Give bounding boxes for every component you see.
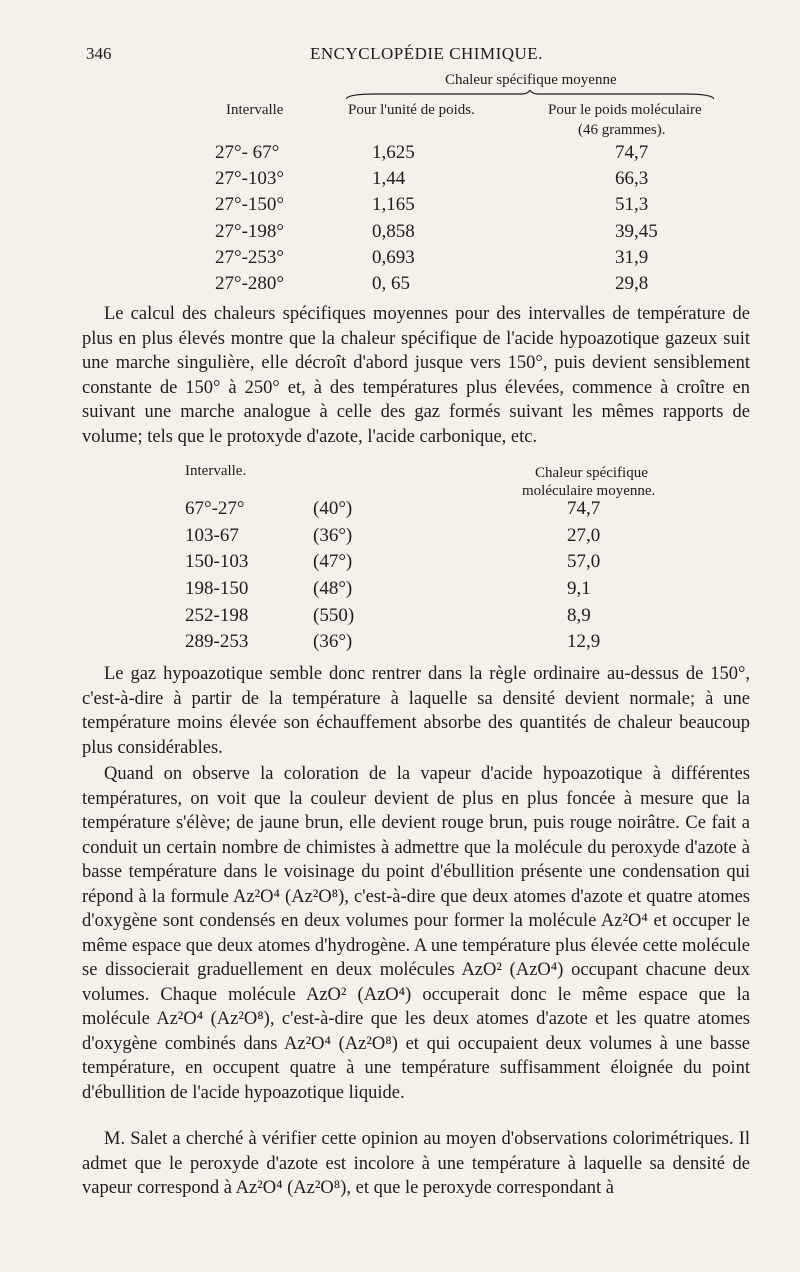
table1-header-interval: Intervalle <box>226 102 284 118</box>
table-cell: 12,9 <box>567 631 601 653</box>
table-row <box>0 631 800 658</box>
table2-header-specific-heat: Chaleur spécifique <box>535 465 648 481</box>
table-cell: 51,3 <box>615 194 649 216</box>
table-row <box>0 247 800 273</box>
table-row <box>0 142 800 168</box>
table2-header-interval: Intervalle. <box>185 463 247 479</box>
table-cell: 1,165 <box>372 194 415 216</box>
paragraph-specific-heat <box>82 302 750 449</box>
table-cell: (47°) <box>313 551 353 573</box>
table-cell: 0,858 <box>372 220 415 242</box>
table-cell: 74,7 <box>567 498 601 519</box>
table-cell: 252-198 <box>185 604 249 626</box>
table1-header-unit-weight: Pour l'unité de poids. <box>348 102 475 118</box>
table1-header-molecular-weight: Pour le poids moléculaire <box>548 102 702 118</box>
table-cell: 31,9 <box>615 246 649 268</box>
paragraph-text: Le gaz hypoazotique semble donc rentrer dans la règle ordinaire au-dessus de 150°, c'est-à-dire à partir de la température à laquelle sa densité devient normale; à une température moins élevée son échauffement absorbe des quantités de chaleur beaucoup plus considérables. <box>82 664 750 758</box>
table-cell: 39,45 <box>615 220 658 242</box>
table-cell: 150-103 <box>185 551 249 573</box>
table-row <box>0 605 800 632</box>
table-cell: 27°-253° <box>215 246 285 268</box>
table-cell: 1,44 <box>372 168 406 190</box>
table-cell: 103-67 <box>185 524 239 546</box>
table-cell: (550) <box>313 604 355 626</box>
table2-header-molecular-average: moléculaire moyenne. <box>522 483 656 499</box>
table-cell: 27°- 67° <box>215 142 280 163</box>
table-cell: 27,0 <box>567 524 601 546</box>
table-cell: 0, 65 <box>372 272 410 294</box>
table-cell: 1,625 <box>372 142 415 163</box>
paragraph-salet <box>82 1127 750 1201</box>
table-cell: 27°-103° <box>215 168 285 190</box>
paragraph-coloration <box>82 762 750 1105</box>
table1-header-molecular-weight-note: (46 grammes). <box>578 122 666 138</box>
table-cell: 74,7 <box>615 142 649 163</box>
table-row <box>0 168 800 194</box>
table-cell: 27°-150° <box>215 194 285 216</box>
table-cell: 289-253 <box>185 631 249 653</box>
table-cell: 57,0 <box>567 551 601 573</box>
table-row <box>0 498 800 525</box>
table1-body <box>0 142 800 299</box>
table1-spanning-header: Chaleur spécifique moyenne <box>445 72 617 88</box>
table-cell: 67°-27° <box>185 498 245 519</box>
table-cell: 8,9 <box>567 604 591 626</box>
table-row <box>0 273 800 299</box>
table-cell: 66,3 <box>615 168 649 190</box>
table-cell: 29,8 <box>615 272 649 294</box>
table-cell: 0,693 <box>372 246 415 268</box>
table-cell: (36°) <box>313 524 353 546</box>
table-row <box>0 578 800 605</box>
table-cell: 198-150 <box>185 578 249 600</box>
table-cell: (40°) <box>313 498 353 519</box>
paragraph-text: Le calcul des chaleurs spécifiques moyennes pour des intervalles de température de plus en plus élevés montre que la chaleur spécifique de l'acide hypoazotique gazeux suit une marche singulière, elle décroît d'abord jusque vers 150°, puis devient sensiblement constante de 150° à 250° et, à des températures plus élevées, commence à croître en suivant une marche analogue à celle des gaz formés suivant les mêmes rapports de volume; tels que le protoxyde d'azote, l'acide carbonique, etc. <box>82 304 750 447</box>
table1-brace <box>346 90 714 100</box>
table-row <box>0 551 800 578</box>
table-row <box>0 194 800 220</box>
table-cell: (36°) <box>313 631 353 653</box>
paragraph-normal-rule <box>82 662 750 760</box>
table-cell: (48°) <box>313 578 353 600</box>
paragraph-text: M. Salet a cherché à vérifier cette opinion au moyen d'observations colorimétriques. Il admet que le peroxyde d'azote est incolore à une température à laquelle sa densité de vapeur correspond à Az²O⁴ (Az²O⁸), et que le peroxyde correspondant à <box>82 1129 750 1198</box>
table-row <box>0 221 800 247</box>
table-cell: 27°-198° <box>215 220 285 242</box>
page-number: 346 <box>86 44 112 63</box>
table2-body <box>0 498 800 658</box>
paragraph-text: Quand on observe la coloration de la vapeur d'acide hypoazotique à différentes températures, on voit que la couleur devient de plus en plus foncée à mesure que la température s'élève; de jaune brun, elle devient rouge brun, puis rouge noirâtre. Ce fait a conduit un certain nombre de chimistes à admettre que la molécule du peroxyde d'azote à basse température dans le voisinage du point d'ébullition présente une condensation qui répond à la formule Az²O⁴ (Az²O⁸), c'est-à-dire que deux atomes d'azote et quatre atomes d'oxygène sont condensés en deux volumes pour former la molécule Az²O⁴ et occuper le même espace que deux atomes d'hydrogène. A une température plus élevée cette molécule se dissocierait graduellement en deux molécules AzO² (AzO⁴) occupant chacune deux volumes. Chaque molécule AzO² (AzO⁴) occuperait donc le même espace que la molécule Az²O⁴ (Az²O⁸), c'est-à-dire que les deux atomes d'azote et les quatre atomes d'oxygène combinés dans Az²O⁴ (Az²O⁸) et qui occupaient deux volumes à une basse température, en occupent quatre à une température suffisamment éloignée du point d'ébullition de l'acide hypoazotique liquide. <box>82 764 750 1103</box>
running-title: ENCYCLOPÉDIE CHIMIQUE. <box>310 44 543 63</box>
table-cell: 9,1 <box>567 578 591 600</box>
table-cell: 27°-280° <box>215 272 285 294</box>
table-row <box>0 525 800 552</box>
